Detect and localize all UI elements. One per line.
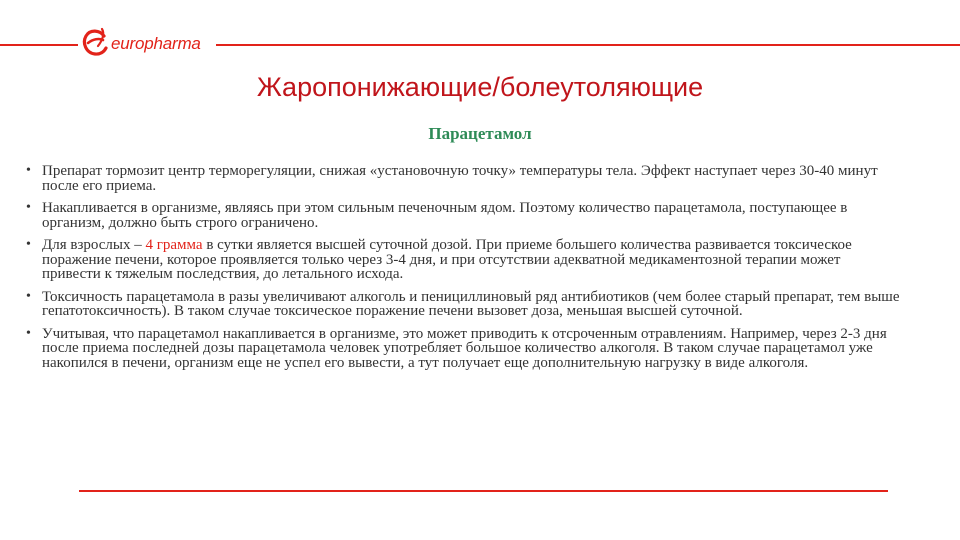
europharma-logo xyxy=(80,26,201,62)
bullet-dot-icon: • xyxy=(26,325,31,341)
bottom-divider xyxy=(79,490,888,492)
dose-highlight: 4 грамма xyxy=(145,237,203,253)
bullet-dot-icon: • xyxy=(26,200,31,215)
top-divider-right xyxy=(216,44,960,46)
bullet-item-max-dose xyxy=(22,238,902,282)
bullet-dot-icon: • xyxy=(26,288,31,304)
slide-title: Жаропонижающие/болеутоляющие xyxy=(256,72,704,102)
bullet-dot-icon: • xyxy=(26,237,31,252)
slide-subtitle: Парацетамол xyxy=(428,124,532,143)
bullet-item-delayed-poisoning xyxy=(22,327,902,371)
logo-wordmark: europharma xyxy=(111,34,201,53)
bullet-item-toxicity xyxy=(22,290,902,319)
bullet-dot-icon: • xyxy=(26,163,31,178)
bullet-text: Токсичность парацетамола в разы увеличивают алкоголь и пенициллиновый ряд антибиотиков (чем более старый препарат, тем выше гепатотоксичность). В таком случае токсическое поражение печени вызовет доза, меньшая высшей суточной. xyxy=(42,288,900,319)
europharma-logo-mark-icon xyxy=(80,26,110,62)
bullet-item-mechanism xyxy=(22,164,902,193)
bullet-text: Учитывая, что парацетамол накапливается в организме, это может приводить к отсроченным отравлениям. Например, через 2-3 дня после приема последней дозы парацетамола человек употребляет большое количество алкоголя. В таком случае парацетамол уже накопился в печени, организм еще не успел его вывести, а тут получает еще дополнительную нагрузку в виде алкоголя. xyxy=(42,325,887,371)
bullet-text-before: Для взрослых – xyxy=(42,237,146,253)
bullet-text-after: в сутки является высшей суточной дозой. При приеме большего количества развивается токсическое поражение печени, которое проявляется только через 3-4 дня, и при отсутствии адекватной медикаментозной терапии может привести к тяжелым последствия, до летального исхода. xyxy=(42,237,852,282)
top-divider-left xyxy=(0,44,78,46)
bullet-item-accumulation xyxy=(22,201,902,230)
bullet-list xyxy=(22,164,902,378)
bullet-text: Препарат тормозит центр терморегуляции, снижая «установочную точку» температуры тела. Эффект наступает через 30-40 минут после его приема. xyxy=(42,163,878,194)
bullet-text: Накапливается в организме, являясь при этом сильным печеночным ядом. Поэтому количество парацетамола, поступающее в организм, должно быть строго ограничено. xyxy=(42,200,848,231)
